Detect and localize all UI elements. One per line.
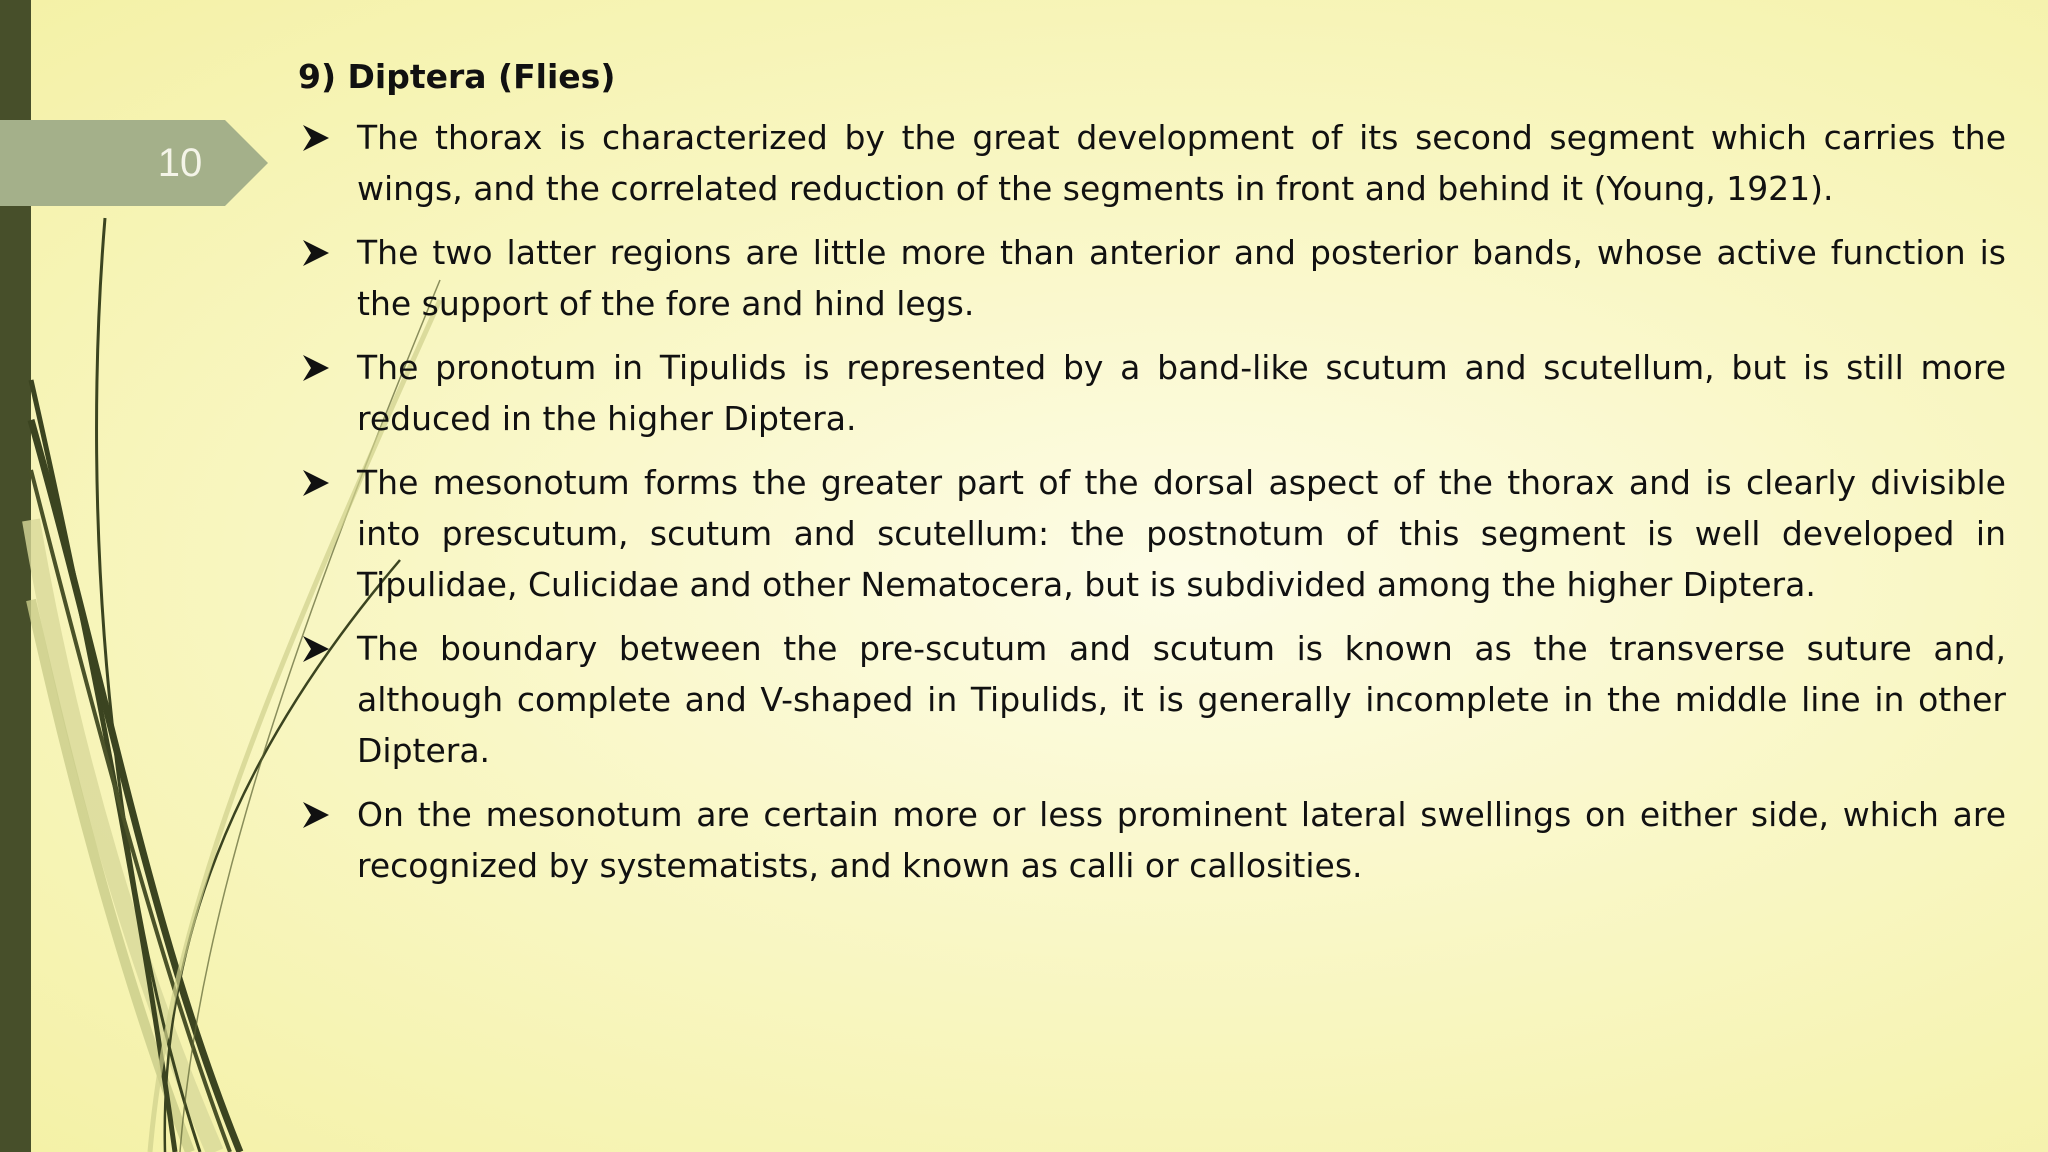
bullet-text: The mesonotum forms the greater part of the dorsal aspect of the thorax and is clearly divisible into prescutum, scutum and scutellum: the postnotum of this segment is well developed in Tipulidae, Culicidae and other Nematocera, but is subdivided among the higher Diptera.	[357, 463, 2006, 604]
arrowhead-bullet-icon	[300, 633, 332, 665]
bullet-item	[298, 789, 2006, 891]
slide-content	[298, 50, 2006, 904]
bullet-list	[298, 112, 2006, 891]
arrowhead-bullet-icon	[300, 352, 332, 384]
bullet-item	[298, 227, 2006, 329]
bullet-item	[298, 342, 2006, 444]
arrowhead-bullet-icon	[300, 122, 332, 154]
bullet-text: The thorax is characterized by the great development of its second segment which carries the wings, and the correlated reduction of the segments in front and behind it (Young, 1921).	[357, 118, 2006, 208]
bullet-text: The two latter regions are little more than anterior and posterior bands, whose active function is the support of the fore and hind legs.	[357, 233, 2006, 323]
bullet-item	[298, 623, 2006, 776]
page-number: 10	[157, 141, 203, 185]
arrowhead-bullet-icon	[300, 467, 332, 499]
bullet-text: The boundary between the pre-scutum and scutum is known as the transverse suture and, although complete and V-shaped in Tipulids, it is generally incomplete in the middle line in other Diptera.	[357, 629, 2006, 770]
bullet-item	[298, 112, 2006, 214]
bullet-item	[298, 457, 2006, 610]
slide-heading: 9) Diptera (Flies)	[298, 57, 616, 96]
arrowhead-bullet-icon	[300, 237, 332, 269]
arrowhead-bullet-icon	[300, 799, 332, 831]
bullet-text: The pronotum in Tipulids is represented by a band-like scutum and scutellum, but is still more reduced in the higher Diptera.	[357, 348, 2006, 438]
bullet-text: On the mesonotum are certain more or less prominent lateral swellings on either side, which are recognized by systematists, and known as calli or callosities.	[357, 795, 2006, 885]
